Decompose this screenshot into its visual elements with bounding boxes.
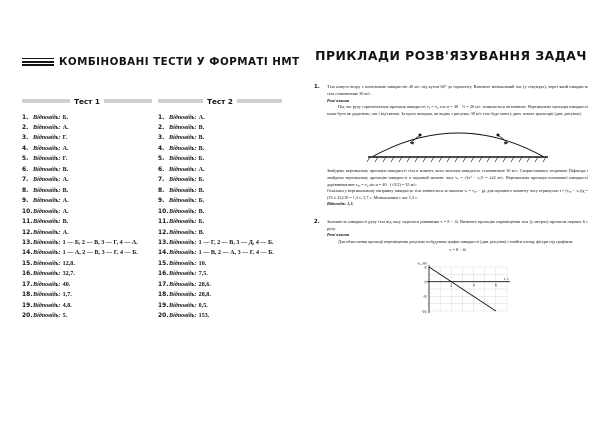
answer-prefix: Відповідь: <box>33 177 61 184</box>
answer-number: 4. <box>158 145 165 152</box>
answer-value: А. <box>62 145 69 152</box>
answer-item <box>22 123 152 133</box>
answer-prefix: Відповідь: <box>169 156 197 163</box>
answer-number: 20. <box>158 313 169 320</box>
answer-value: 7,5. <box>198 271 208 278</box>
answer-item <box>22 207 152 217</box>
answer-number: 18. <box>22 292 33 299</box>
answer-number: 16. <box>158 271 169 278</box>
answer-value: 28,6. <box>198 281 211 288</box>
answer-prefix: Відповідь: <box>33 187 61 194</box>
rule-left <box>158 99 203 102</box>
answer-item <box>22 290 152 300</box>
answer-prefix: Відповідь: <box>169 124 197 131</box>
answer-prefix: Відповідь: <box>33 198 61 205</box>
answer-prefix: Відповідь: <box>169 135 197 142</box>
answer-item <box>158 175 282 185</box>
svg-text:2: 2 <box>449 282 452 288</box>
test-1-label: Тест 1 <box>74 96 100 106</box>
answer-number: 1. <box>158 114 165 121</box>
answer-item <box>158 280 282 290</box>
answer-prefix: Відповідь: <box>33 292 61 299</box>
answer-item <box>22 301 152 311</box>
answer-value: А. <box>62 229 69 236</box>
test-headings-row <box>22 97 282 106</box>
answer-item <box>22 133 152 143</box>
answer-number: 7. <box>22 177 29 184</box>
test-2-label: Тест 2 <box>207 96 233 106</box>
answer-prefix: Відповідь: <box>169 208 197 215</box>
problem-1 <box>314 84 588 208</box>
answer-value: В. <box>62 166 69 173</box>
answer-item <box>158 311 282 321</box>
answer-item <box>158 113 282 123</box>
answer-item <box>22 175 152 185</box>
problem-1-statement: Тіло кинуто вгору з початковою швидкістю 40 м/с під кутом 60° до горизонту. Визначте мінімальний час (у секундах), через який швидкість тіла становитиме 30 м/с. <box>327 84 588 96</box>
problem-1-para-3: Оскільки у вертикальному напрямку швидкість тіла змінюється за законом vᵥ = v₀ᵥ − gt, для шуканого моменту часу отримуємо t = (v₀ᵥ − vᵥ)/g = (35 ± 22)/10 = 1,3 с; 5,7 с. Мінімальним є час 1,3 с. <box>327 188 588 200</box>
answer-prefix: Відповідь: <box>33 250 61 257</box>
answer-number: 2. <box>22 124 29 131</box>
answer-prefix: Відповідь: <box>169 145 197 152</box>
answer-list-test-1 <box>22 113 152 322</box>
answer-item <box>158 248 282 258</box>
answer-value: 1 — В, 2 — А, 3 — Г, 4 — Б. <box>198 250 274 257</box>
problem-2-number: 2. <box>314 218 320 225</box>
answer-value: А. <box>198 166 205 173</box>
answer-value: В. <box>198 208 205 215</box>
answer-item <box>22 217 152 227</box>
rule-right <box>237 99 282 102</box>
answer-item <box>22 113 152 123</box>
answer-prefix: Відповідь: <box>169 313 197 320</box>
answer-number: 1. <box>22 114 29 121</box>
answer-prefix: Відповідь: <box>33 124 61 131</box>
rule-left <box>22 99 70 102</box>
problem-1-solution-label: Розв'язання <box>327 97 350 103</box>
answer-value: Б. <box>198 177 205 184</box>
answer-value: В. <box>62 187 69 194</box>
answer-value: 28,8. <box>198 292 211 299</box>
answer-number: 9. <box>158 198 165 205</box>
answer-number: 15. <box>22 260 33 267</box>
answer-number: 13. <box>158 239 169 246</box>
answer-item <box>22 186 152 196</box>
answers-column-test-2 <box>152 113 282 322</box>
answer-number: 2. <box>158 124 165 131</box>
answer-number: 11. <box>158 219 169 226</box>
problem-1-body <box>327 84 588 208</box>
answer-number: 10. <box>22 208 33 215</box>
right-page <box>300 0 600 426</box>
answer-number: 7. <box>158 177 165 184</box>
answer-prefix: Відповідь: <box>169 239 197 246</box>
answer-number: 20. <box>22 313 33 320</box>
answer-item <box>158 228 282 238</box>
answer-value: А. <box>62 124 69 131</box>
answer-prefix: Відповідь: <box>169 177 197 184</box>
examples-title: ПРИКЛАДИ РОЗВ'ЯЗУВАННЯ ЗАДАЧ <box>315 48 587 63</box>
answer-number: 17. <box>158 281 169 288</box>
answer-prefix: Відповідь: <box>169 229 197 236</box>
answer-prefix: Відповідь: <box>169 166 197 173</box>
answer-prefix: Відповідь: <box>33 145 61 152</box>
answer-prefix: Відповідь: <box>33 239 61 246</box>
svg-text:0: 0 <box>424 279 426 285</box>
answer-prefix: Відповідь: <box>169 187 197 194</box>
answer-item <box>158 165 282 175</box>
answer-value: Б. <box>198 219 205 226</box>
answer-item <box>158 196 282 206</box>
answer-value: Г. <box>62 156 68 163</box>
answer-value: 10. <box>198 260 207 267</box>
answer-number: 16. <box>22 271 33 278</box>
answer-columns <box>22 113 282 322</box>
triple-rule-icon <box>22 56 54 68</box>
answer-prefix: Відповідь: <box>169 292 197 299</box>
svg-text:-8: -8 <box>422 294 426 300</box>
answer-value: А. <box>62 177 69 184</box>
answer-prefix: Відповідь: <box>169 281 197 288</box>
svg-text:vₓ, м/с: vₓ, м/с <box>416 260 428 266</box>
projectile-trajectory-diagram <box>327 123 588 163</box>
answer-value: В. <box>62 219 69 226</box>
problem-1-number: 1. <box>314 84 320 91</box>
answer-number: 14. <box>22 250 33 257</box>
problem-2-equation: v = 8 − 4t <box>449 247 466 253</box>
answer-prefix: Відповідь: <box>33 219 61 226</box>
answer-value: Г. <box>62 135 68 142</box>
answer-value: 40. <box>62 281 71 288</box>
problem-1-answer: Відповідь: 1,3. <box>327 201 354 207</box>
answer-value: 1 — Г, 2 — В, 3 — Д, 4 — Б. <box>198 239 274 246</box>
answer-number: 9. <box>22 198 29 205</box>
answer-prefix: Відповідь: <box>33 271 61 278</box>
answer-prefix: Відповідь: <box>33 166 61 173</box>
answer-prefix: Відповідь: <box>33 229 61 236</box>
answer-number: 6. <box>158 166 165 173</box>
answer-value: Б. <box>62 114 69 121</box>
answer-prefix: Відповідь: <box>33 114 61 121</box>
answer-item <box>22 269 152 279</box>
answer-item <box>22 280 152 290</box>
answer-prefix: Відповідь: <box>169 260 197 267</box>
answer-item <box>158 217 282 227</box>
answer-number: 5. <box>158 156 165 163</box>
answer-value: В. <box>198 145 205 152</box>
answer-number: 3. <box>22 135 29 142</box>
answer-value: А. <box>62 208 69 215</box>
answer-item <box>22 144 152 154</box>
answer-item <box>158 259 282 269</box>
answer-item <box>158 238 282 248</box>
answer-item <box>158 301 282 311</box>
answer-prefix: Відповідь: <box>169 302 197 309</box>
answer-prefix: Відповідь: <box>33 135 61 142</box>
answer-value: 1 — Б, 2 — В, 3 — Г, 4 — А. <box>62 239 138 246</box>
answer-number: 12. <box>22 229 33 236</box>
problem-2-para-1: Для обчислення проєкції переміщення доцільно побудувати графік швидкості (див. рисунок) і знайти площу фігури під графіком. <box>338 238 574 244</box>
problem-2-statement: Залежність швидкості руху тіла від часу задається рівнянням v = 8 − 4t. Визначте проєкцію переміщення тіла (у метрах) протягом перших 6 с руху. <box>327 218 588 231</box>
answer-prefix: Відповідь: <box>33 156 61 163</box>
answer-prefix: Відповідь: <box>169 250 197 257</box>
answer-number: 8. <box>158 187 165 194</box>
answer-number: 17. <box>22 281 33 288</box>
answer-item <box>22 196 152 206</box>
answer-value: 4,8. <box>62 302 72 309</box>
answer-number: 10. <box>158 208 169 215</box>
answer-item <box>158 269 282 279</box>
answer-item <box>158 290 282 300</box>
answer-value: 1,7. <box>62 292 72 299</box>
answer-value: А. <box>198 114 205 121</box>
answer-value: 32,7. <box>62 271 75 278</box>
svg-text:8: 8 <box>424 264 426 270</box>
answer-item <box>158 186 282 196</box>
svg-text:t, с: t, с <box>503 276 509 282</box>
answer-number: 12. <box>158 229 169 236</box>
answer-number: 11. <box>22 219 33 226</box>
answer-item <box>22 165 152 175</box>
test-heading-2 <box>152 97 282 106</box>
answer-value: В. <box>198 187 205 194</box>
right-page-header <box>314 50 588 62</box>
answer-value: 1 — А, 2 — В, 3 — Г, 4 — Б. <box>62 250 138 257</box>
answer-value: А. <box>62 198 69 205</box>
answer-prefix: Відповідь: <box>33 260 61 267</box>
svg-text:4: 4 <box>472 282 475 288</box>
answer-prefix: Відповідь: <box>169 271 197 278</box>
answer-prefix: Відповідь: <box>33 281 61 288</box>
left-page-header <box>22 55 300 68</box>
answers-column-test-1 <box>22 113 152 322</box>
answer-prefix: Відповідь: <box>169 198 197 205</box>
answer-prefix: Відповідь: <box>169 219 197 226</box>
answer-value: В. <box>198 135 205 142</box>
problem-2-solution-label: Розв'язання <box>327 232 350 238</box>
answer-item <box>22 154 152 164</box>
answer-item <box>22 259 152 269</box>
answer-item <box>158 154 282 164</box>
velocity-time-graph <box>327 259 588 319</box>
answer-prefix: Відповідь: <box>33 208 61 215</box>
answer-number: 19. <box>158 302 169 309</box>
answer-item <box>158 123 282 133</box>
answer-value: Б. <box>198 156 205 163</box>
answer-number: 8. <box>22 187 29 194</box>
answer-number: 3. <box>158 135 165 142</box>
answer-value: 5. <box>62 313 68 320</box>
answer-value: Б. <box>198 198 205 205</box>
answer-prefix: Відповідь: <box>169 114 197 121</box>
answer-list-test-2 <box>158 113 282 322</box>
answer-number: 6. <box>22 166 29 173</box>
answer-value: В. <box>198 124 205 131</box>
answer-value: 12,8. <box>62 260 75 267</box>
answer-item <box>22 248 152 258</box>
answer-number: 5. <box>22 156 29 163</box>
answer-item <box>158 133 282 143</box>
page-title: КОМБІНОВАНІ ТЕСТИ У ФОРМАТІ НМТ <box>59 55 300 68</box>
problem-2 <box>314 219 588 319</box>
svg-text:6: 6 <box>494 282 497 288</box>
answer-value: 153. <box>198 313 210 320</box>
answer-value: 0,5. <box>198 302 208 309</box>
answer-number: 18. <box>158 292 169 299</box>
answer-item <box>22 228 152 238</box>
test-heading-1 <box>22 97 152 106</box>
answer-number: 15. <box>158 260 169 267</box>
answer-number: 13. <box>22 239 33 246</box>
answer-item <box>22 238 152 248</box>
answer-number: 14. <box>158 250 169 257</box>
answer-item <box>22 311 152 321</box>
answer-number: 19. <box>22 302 33 309</box>
answer-value: В. <box>198 229 205 236</box>
problem-2-body <box>327 219 588 319</box>
svg-text:-16: -16 <box>420 308 426 314</box>
answer-prefix: Відповідь: <box>33 313 61 320</box>
answer-item <box>158 207 282 217</box>
problem-1-para-1: Під час руху горизонтальна проєкція швидкості vₓ = v₀ cos α = 40 · ½ = 20 м/с залишається незмінною. Вертикальна проєкція швидкості може бути як додатною, так і від'ємною. За цього випадок, як видно з рисунка, 30 м/с тіло буде мати у двох точках траєкторії (див. рисунок). <box>327 104 588 116</box>
problem-1-para-2: Знайдемо вертикальну проєкцію швидкості тіла в момент, коли загальна швидкість становитиме 30 м/с. Скориставшись теоремою Піфагора і знайдемо вертикальну проєкцію швидкості в шуканий момент часу vᵥ = √(v² − vₓ²) = ±22 м/с. Вертикальна проєкція початкової швидкості дорівнюватиме v₀ᵥ = v₀ sin α = 40 · (√3/2) = 35 м/с. <box>327 168 588 187</box>
rule-right <box>104 99 152 102</box>
answer-item <box>158 144 282 154</box>
answer-prefix: Відповідь: <box>33 302 61 309</box>
answer-number: 4. <box>22 145 29 152</box>
